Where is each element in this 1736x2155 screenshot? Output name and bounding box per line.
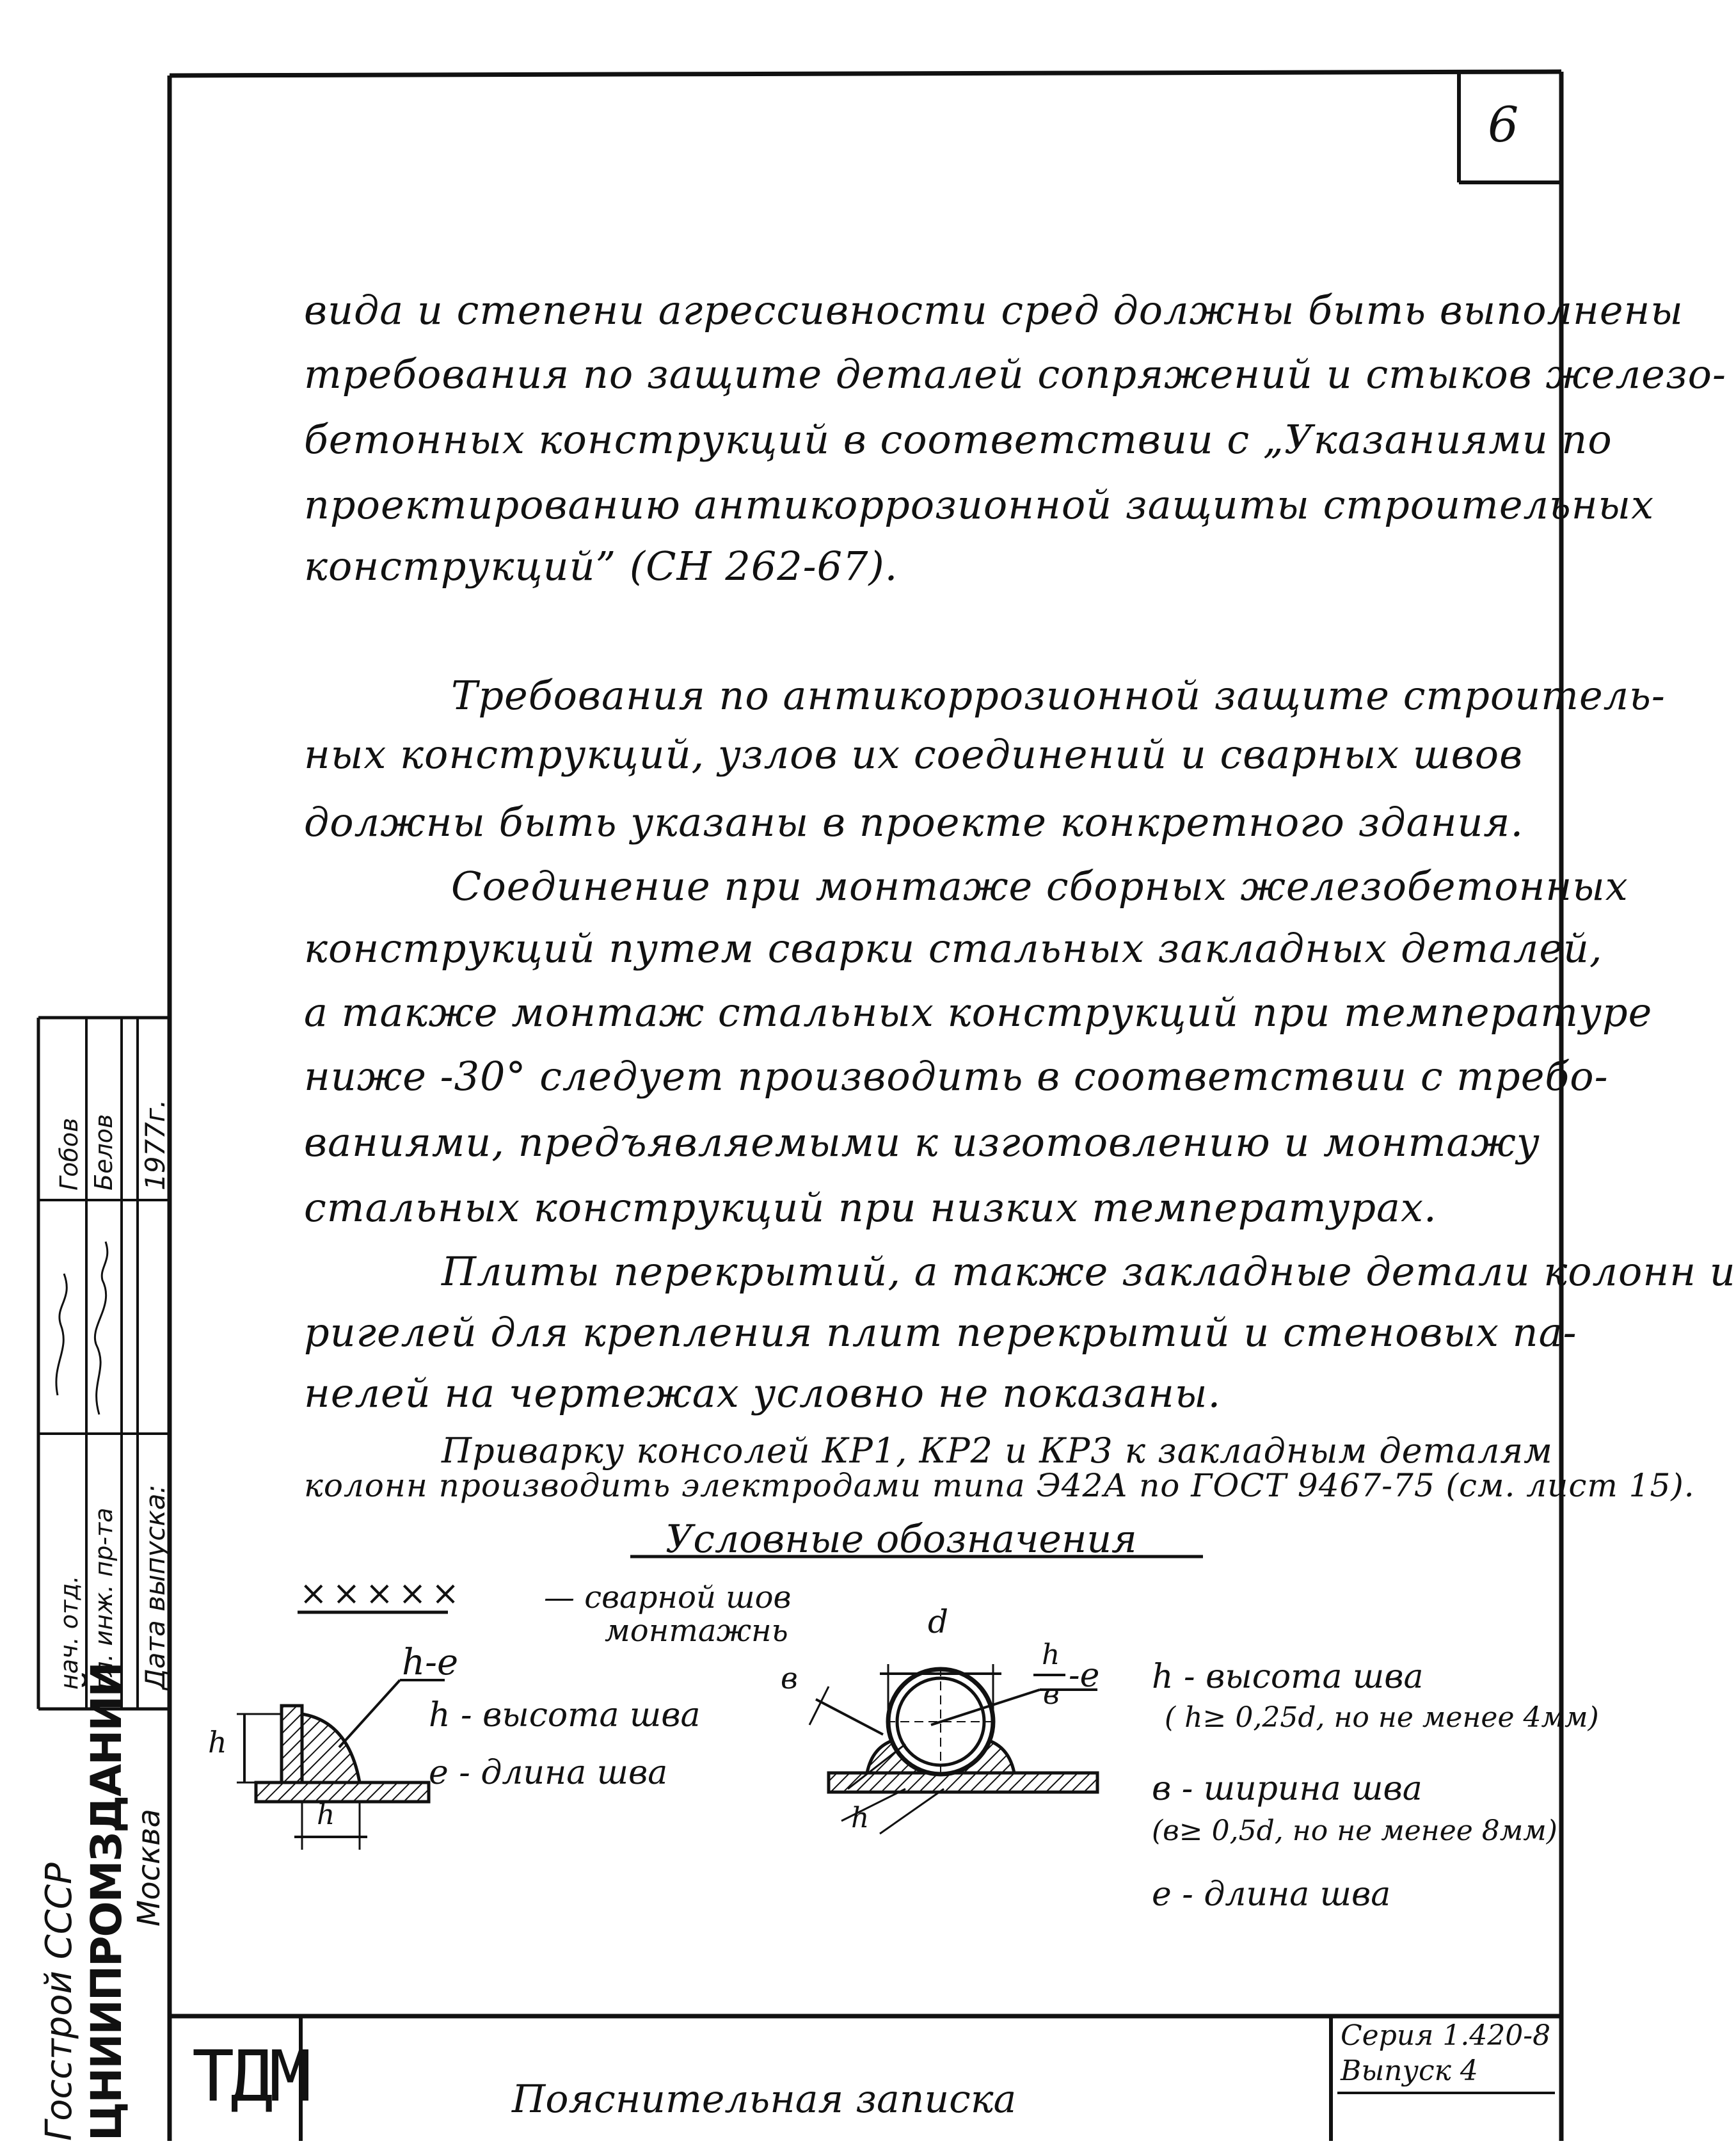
fig2-frac-den: в — [1043, 1678, 1060, 1711]
fig1-e-desc: e - длина шва — [429, 1754, 668, 1792]
note-h: h - высота шва — [1152, 1658, 1424, 1696]
para3-line6: стальных конструкций при низких температурах. — [304, 1184, 1437, 1231]
fig2-frac-bar — [1033, 1674, 1065, 1676]
para3-line4: ниже -30° следует производить в соответствии с требо- — [304, 1053, 1609, 1100]
title-block-issue: Выпуск 4 — [1341, 2055, 1478, 2087]
title-block-series-underline — [1337, 2092, 1555, 2094]
fig2-d-label: d — [928, 1603, 949, 1640]
org-line1: Госстрой СССР — [38, 1863, 80, 2141]
note-b-cond: (в≥ 0,5d, но не менее 8мм) — [1152, 1815, 1557, 1847]
note-e: e - длина шва — [1152, 1875, 1391, 1914]
para4-line1: Плиты перекрытий, а также закладные детали колонн и — [442, 1248, 1736, 1295]
stamp-signatures — [45, 1203, 128, 1434]
stamp-row1-role: нач. отд. — [55, 1575, 83, 1690]
para4-line3: нелей на чертежах условно не показаны. — [304, 1370, 1222, 1416]
para3-line2: конструкций путем сварки стальных закладных деталей, — [304, 925, 1603, 972]
legend-title: Условные обозначения — [665, 1517, 1137, 1562]
fig2-b-label: в — [781, 1661, 798, 1695]
stamp-row1-name: Гобов — [55, 1118, 83, 1190]
para3-line3: а также монтаж стальных конструкций при температуре — [304, 989, 1653, 1036]
fig2-h-label: h — [851, 1802, 870, 1834]
para2-line3: должны быть указаны в проекте конкретного здания. — [304, 799, 1524, 845]
weld-desc-1: — сварной шов — [544, 1580, 792, 1615]
stamp-row2-name: Белов — [90, 1114, 118, 1190]
para3-line1: Соединение при монтаже сборных железобетонных — [451, 863, 1628, 909]
title-block-series: Серия 1.420-8 — [1341, 2019, 1551, 2052]
stamp-row3-value: 1977г. — [139, 1099, 171, 1190]
note-b: в - ширина шва — [1152, 1770, 1422, 1808]
weld-symbol: ××××× — [299, 1574, 465, 1613]
fig2-frac-num: h — [1042, 1638, 1060, 1671]
org-line3: Москва — [131, 1809, 167, 1927]
title-block-title: Пояснительная записка — [512, 2077, 1017, 2122]
para5-line1: Приварку консолей КР1, КР2 и КР3 к закладным деталям — [442, 1430, 1553, 1471]
note-h-cond: ( h≥ 0,25d, но не менее 4мм) — [1165, 1701, 1599, 1734]
para3-line5: ваниями, предъявляемыми к изготовлению и монтажу — [304, 1119, 1540, 1166]
stamp-row2-role: гл. инж. пр-та — [90, 1507, 118, 1690]
para1-line2: требования по защите деталей сопряжений и стыков железо- — [304, 351, 1726, 397]
para2-line2: ных конструкций, узлов их соединений и сварных швов — [304, 731, 1524, 778]
org-line2: ЦНИИПРОМЗДАНИЙ — [82, 1663, 131, 2141]
para1-line3: бетонных конструкций в соответствии с „Указаниями по — [304, 416, 1613, 463]
fig2-frac-tail: -e — [1069, 1656, 1100, 1695]
para5-line2: колонн производить электродами типа Э42А по ГОСТ 9467-75 (см. лист 15). — [304, 1467, 1695, 1504]
fig1-bottom-h: h — [317, 1799, 335, 1831]
para1-line4: проектированию антикоррозионной защиты строительных — [304, 481, 1655, 528]
para1-line5: конструкций” (СН 262-67). — [304, 543, 898, 589]
page-number: 6 — [1488, 96, 1519, 153]
pipe-weld-figure — [777, 1629, 1110, 1840]
fig1-side-h: h — [208, 1725, 227, 1759]
para2-line1: Требования по антикоррозионной защите строитель- — [451, 672, 1666, 719]
para4-line2: ригелей для крепления плит перекрытий и стеновых па- — [304, 1309, 1577, 1356]
fig1-top-label: h-e — [402, 1642, 459, 1683]
stamp-row3-label: Дата выпуска: — [139, 1484, 171, 1690]
para1-line1: вида и степени агрессивности сред должны быть выполнены — [304, 287, 1684, 333]
weld-desc-2: монтажнь — [605, 1613, 788, 1649]
fig1-h-desc: h - высота шва — [429, 1696, 701, 1734]
title-block-logo: ТДМ — [192, 2035, 308, 2117]
